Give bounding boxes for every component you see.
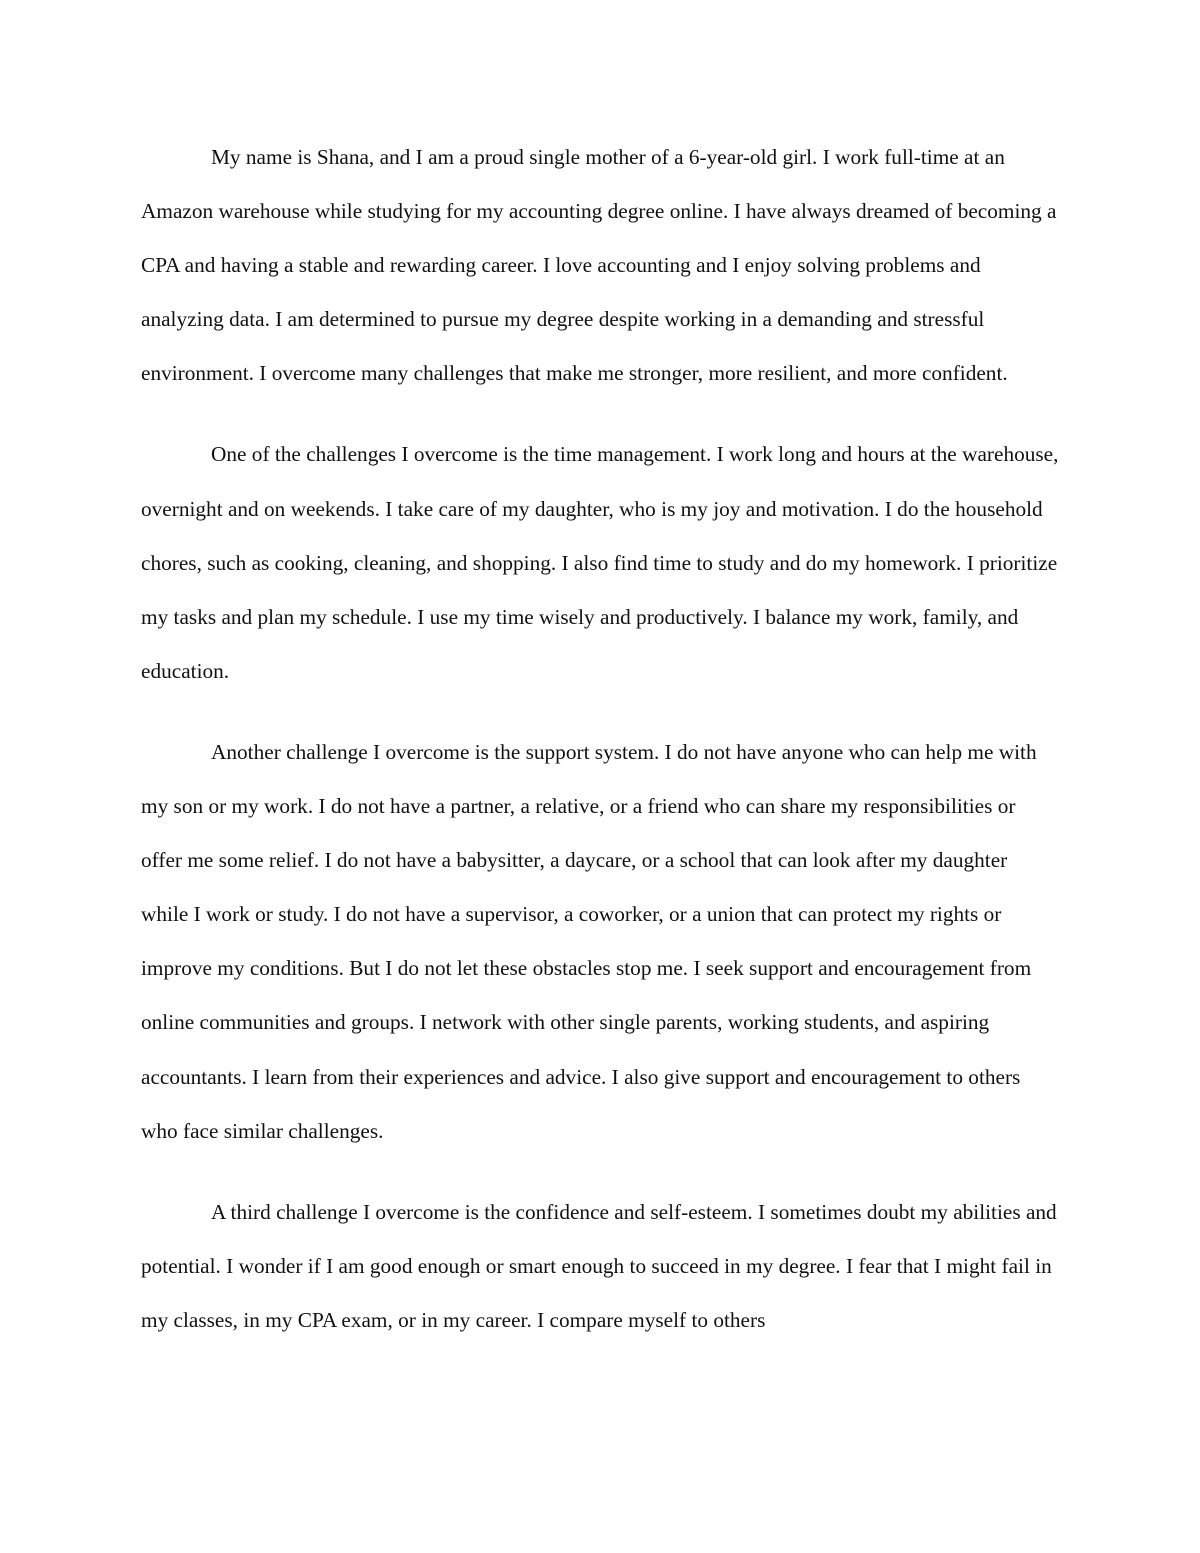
paragraph-confidence: A third challenge I overcome is the confidence and self-esteem. I sometimes doubt my abilities and potential. I wonder if I am good enough or smart enough to succeed in my degree. I fear that I might fail in my classes, in my CPA exam, or in my career. I compare myself to others [141,1199,1057,1332]
paragraph-time-management: One of the challenges I overcome is the time management. I work long and hours at the warehouse, overnight and on weekends. I take care of my daughter, who is my joy and motivation. I do the household chores, such as cooking, cleaning, and shopping. I also find time to study and do my homework. I prioritize my tasks and plan my schedule. I use my time wisely and productively. I balance my work, family, and education. [141,442,1059,683]
document-body [141,130,1059,1347]
paragraph-intro: My name is Shana, and I am a proud single mother of a 6-year-old girl. I work full-time at an Amazon warehouse while studying for my accounting degree online. I have always dreamed of becoming a CPA and having a stable and rewarding career. I love accounting and I enjoy solving problems and analyzing data. I am determined to pursue my degree despite working in a demanding and stressful environment. I overcome many challenges that make me stronger, more resilient, and more confident. [141,145,1057,386]
paragraph-support-system: Another challenge I overcome is the support system. I do not have anyone who can help me with my son or my work. I do not have a partner, a relative, or a friend who can share my responsibilities or offer me some relief. I do not have a babysitter, a daycare, or a school that can look after my daughter while I work or study. I do not have a supervisor, a coworker, or a union that can protect my rights or improve my conditions. But I do not let these obstacles stop me. I seek support and encouragement from online communities and groups. I network with other single parents, working students, and aspiring accountants. I learn from their experiences and advice. I also give support and encouragement to others who face similar challenges. [141,739,1037,1143]
